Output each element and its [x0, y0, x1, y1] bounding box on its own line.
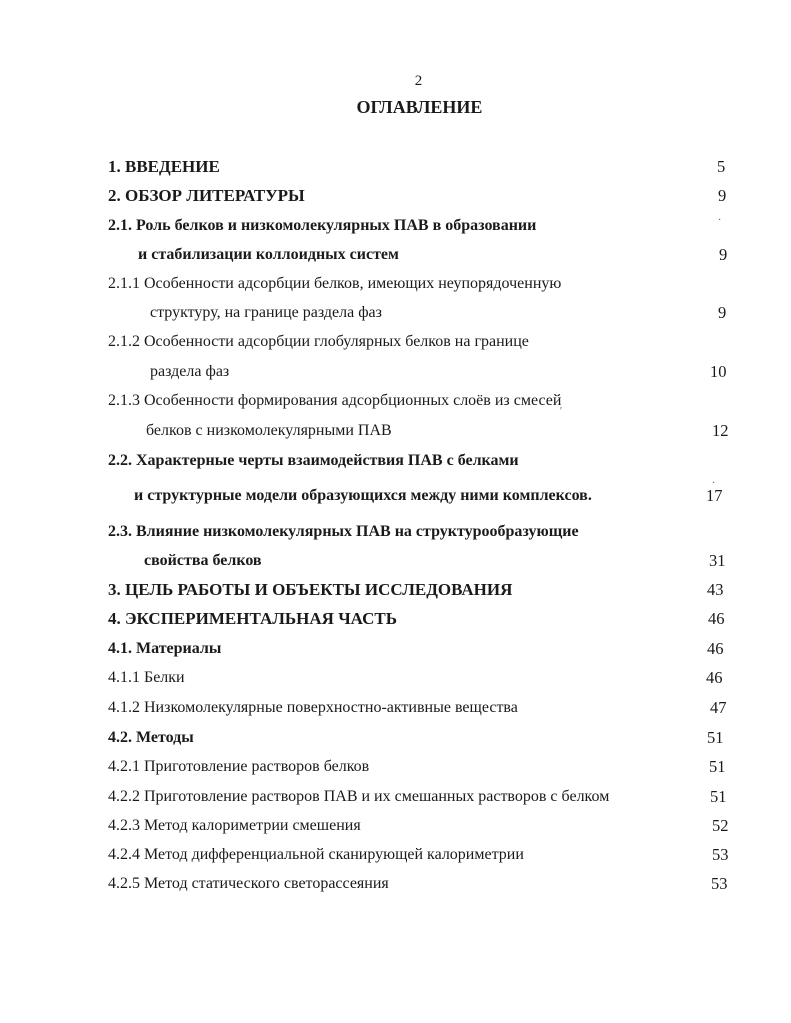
- toc-entry-page: 9: [718, 186, 727, 205]
- toc-entry-text: 2. ОБЗОР ЛИТЕРАТУРЫ: [108, 186, 305, 205]
- toc-entry-text: 4.2.2 Приготовление растворов ПАВ и их смешанных растворов с белком: [108, 788, 610, 805]
- toc-entry-text: 4.1. Материалы: [108, 640, 222, 657]
- toc-entry-text: 4. ЭКСПЕРИМЕНТАЛЬНАЯ ЧАСТЬ: [108, 609, 397, 628]
- toc-entry-text: 4.2.5 Метод статического светорассеяния: [108, 875, 389, 892]
- toc-entry-text: 2.3. Влияние низкомолекулярных ПАВ на структурообразующие: [108, 523, 579, 540]
- toc-entry-text: 4.1.2 Низкомолекулярные поверхностно-активные вещества: [108, 699, 518, 716]
- toc-entry-text: 3. ЦЕЛЬ РАБОТЫ И ОБЪЕКТЫ ИССЛЕДОВАНИЯ: [108, 580, 513, 599]
- scan-speck: ·: [712, 478, 716, 489]
- toc-entry-text: 2.2. Характерные черты взаимодействия ПАВ с белками: [108, 452, 519, 469]
- toc-entry-page: 9: [718, 303, 727, 322]
- toc-entry-page: 43: [707, 580, 724, 599]
- toc-entry-continuation: структуру, на границе раздела фаз: [150, 304, 382, 321]
- toc-entry-continuation: белков с низкомолекулярными ПАВ: [146, 422, 392, 439]
- toc-entry-page: 51: [710, 787, 727, 806]
- toc-entry-text: 4.2.1 Приготовление растворов белков: [108, 758, 370, 775]
- toc-entry-text: 4.2.3 Метод калориметрии смешения: [108, 817, 361, 834]
- toc-entry-continuation: свойства белков: [144, 552, 262, 569]
- toc-entry-continuation: и стабилизации коллоидных систем: [138, 246, 399, 263]
- toc-entry-page: 47: [710, 698, 727, 717]
- scan-speck: ·: [718, 215, 722, 226]
- toc-entry-text: 2.1.3 Особенности формирования адсорбционных слоёв из смесей: [108, 392, 562, 409]
- toc-entry-page: 46: [708, 609, 725, 628]
- toc-entry-text: 1. ВВЕДЕНИЕ: [108, 157, 220, 176]
- toc-entry-continuation: и структурные модели образующихся между ними комплексов.: [134, 487, 592, 504]
- toc-entry-page: 10: [710, 362, 727, 381]
- toc-entry-page: 53: [711, 874, 728, 893]
- toc-entry-continuation: раздела фаз: [150, 363, 230, 380]
- toc-entry-page: 51: [707, 728, 724, 747]
- toc-entry-text: 2.1. Роль белков и низкомолекулярных ПАВ в образовании: [108, 217, 537, 234]
- toc-entry-page: 31: [709, 551, 726, 570]
- toc-entry-text: 4.2. Методы: [108, 729, 194, 746]
- toc-entry-page: 5: [717, 157, 726, 176]
- toc-entry-page: 51: [709, 757, 726, 776]
- toc-entry-page: 17: [706, 486, 723, 505]
- page-number: 2: [414, 73, 423, 89]
- toc-entry-text: 4.2.4 Метод дифференциальной сканирующей калориметрии: [108, 846, 524, 863]
- toc-entry-page: 9: [719, 245, 728, 264]
- toc-entry-text: 2.1.1 Особенности адсорбции белков, имеющих неупорядоченную: [108, 275, 562, 292]
- toc-entry-page: 46: [706, 668, 723, 687]
- toc-entry-page: 52: [712, 816, 729, 835]
- scan-speck: ʹ: [560, 406, 563, 417]
- toc-entry-page: 46: [707, 639, 724, 658]
- toc-entry-text: 4.1.1 Белки: [108, 669, 185, 686]
- toc-heading: ОГЛАВЛЕНИЕ: [356, 97, 483, 117]
- toc-entry-page: 53: [712, 845, 729, 864]
- toc-entry-text: 2.1.2 Особенности адсорбции глобулярных белков на границе: [108, 333, 529, 350]
- toc-entry-page: 12: [712, 421, 729, 440]
